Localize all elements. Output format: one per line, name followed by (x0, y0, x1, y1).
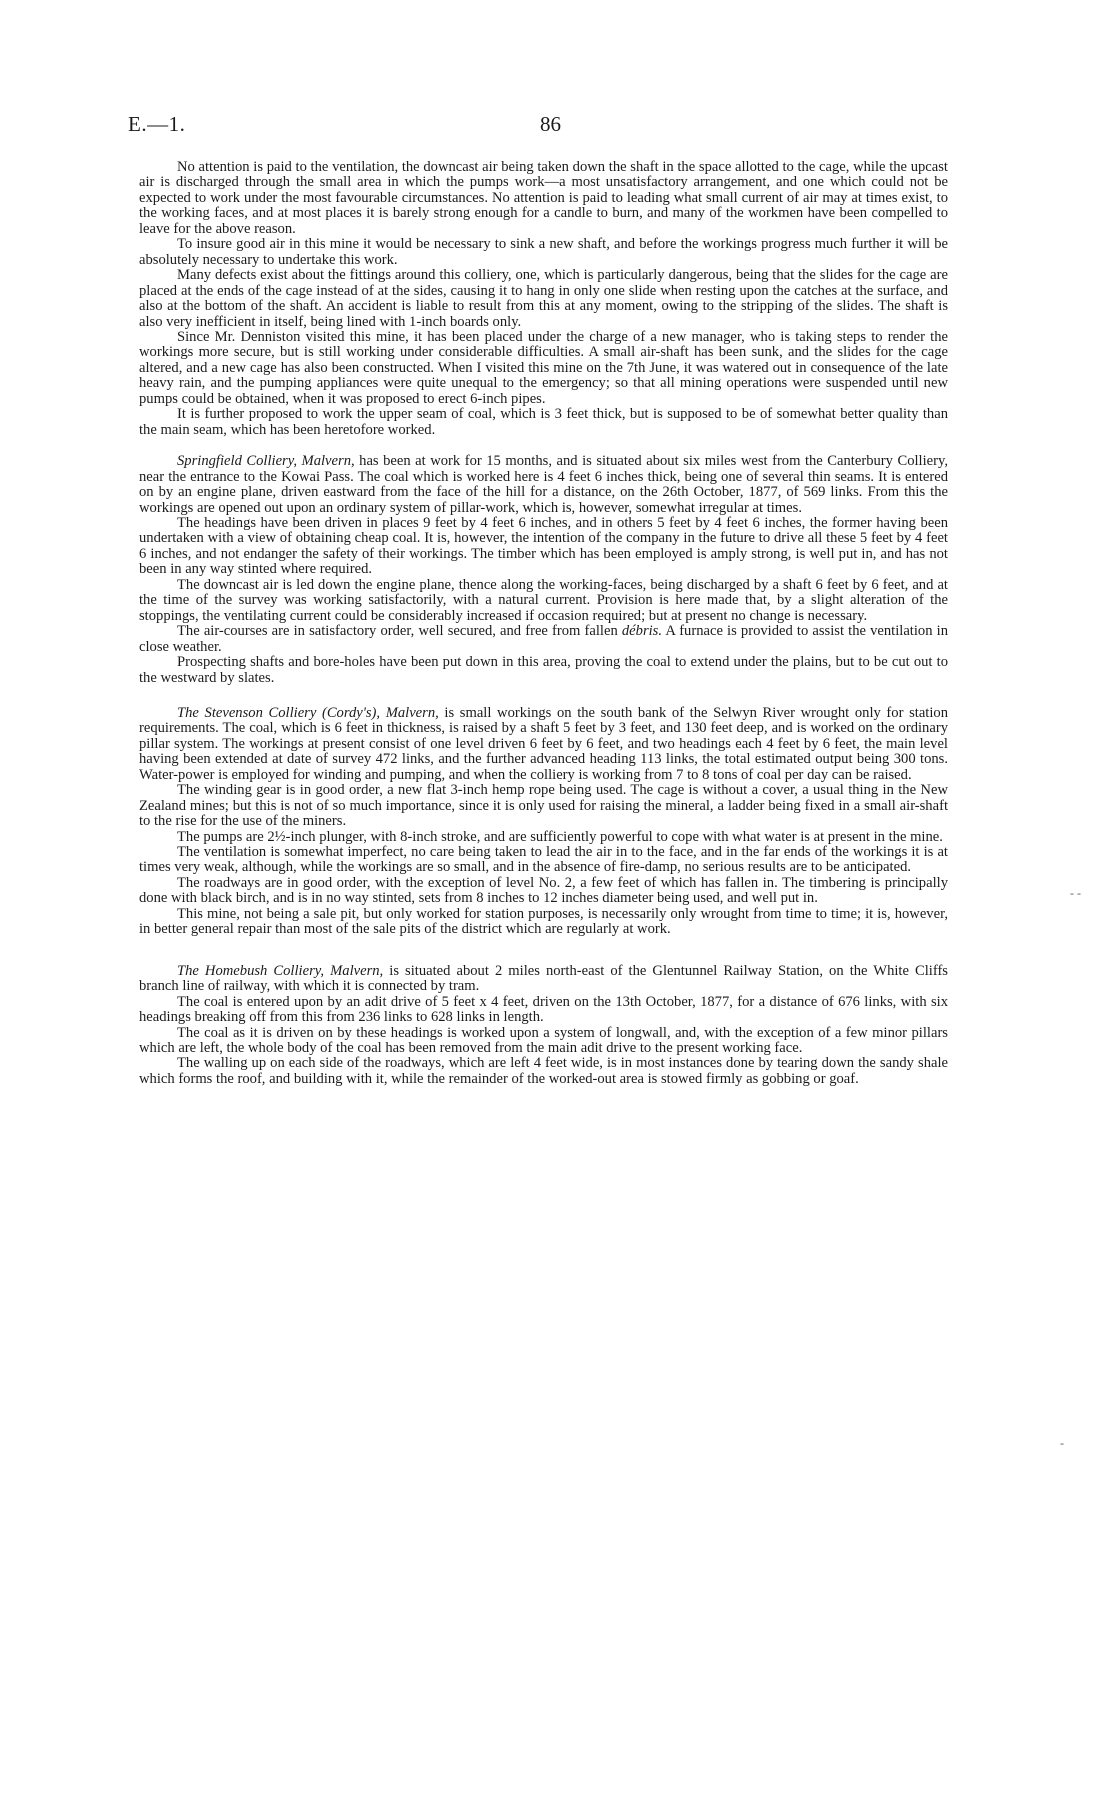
paragraph: The coal as it is driven on by these headings is worked upon a system of longwall, and, with the exception of a few minor pillars which are left, the whole body of the coal has been removed from the main adit drive to the present working face. (139, 1024, 948, 1057)
paragraph (139, 624, 948, 655)
paragraph: No attention is paid to the ventilation, the downcast air being taken down the shaft in the space allotted to the cage, while the upcast air is discharged through the small area in which the pumps work—a most unsatisfactory arrangement, and one which could not be expected to work under the most favourable circumstances. No attention is paid to leading what small current of air may at times exist, to the working faces, and at most places it is barely strong enough for a candle to burn, and many of the workmen have been compelled to leave for the above reason. (139, 159, 948, 237)
paragraph-text: A furnace is provided to assist the ventilation in close weather. (139, 623, 948, 655)
paragraph: The roadways are in good order, with the exception of level No. 2, a few feet of which has fallen in. The timbering is principally done with black birch, and is in no way stinted, sets from 8 inches to 12 inches diameter being used, and well put in. (139, 874, 948, 907)
section-title-homebush: The Homebush Colliery, Malvern, (177, 962, 384, 979)
paragraph: To insure good air in this mine it would be necessary to sink a new shaft, and before the workings progress much further it will be absolutely necessary to undertake this work. (139, 236, 948, 268)
section-title-stevenson: The Stevenson Colliery (Cordy's), Malvern, (177, 704, 439, 721)
paragraph: The winding gear is in good order, a new flat 3-inch hemp rope being used. The cage is without a cover, a usual thing in the New Zealand mines; but this is not of so much importance, since it is only used for raising the mineral, a ladder being fixed in a small air-shaft to the rise for the use of the miners. (139, 782, 948, 830)
paragraph: The coal is entered upon by an adit drive of 5 feet x 4 feet, driven on the 13th October, 1877, for a distance of 676 links, with six headings breaking off from this from 236 links to 628 links in length. (139, 993, 948, 1026)
paragraph-text: is small workings on the south bank of the Selwyn River wrought only for station requirements. The coal, which is 6 feet in thickness, is raised by a shaft 5 feet by 3 feet, and 130 feet deep, and is worked on the ordinary pillar system. The workings at present consist of one level driven 6 feet by 6 feet, and two headings each 4 feet by 6 feet, the main level having been extended at date of survey 472 links, and the further advanced heading 113 links, the total estimated output being 300 tons. Water-power is employed for winding and pumping, and when the colliery is working from 7 to 8 tons of coal per day can be raised. (139, 704, 948, 783)
paragraph: The ventilation is somewhat imperfect, no care being taken to lead the air in to the face, and in the far ends of the workings it is at times very weak, although, while the workings are so small, and in the absence of fire-damp, no serious results are to be anticipated. (139, 844, 948, 876)
paragraph: Since Mr. Denniston visited this mine, it has been placed under the charge of a new manager, who is taking steps to render the workings more secure, but is still working under considerable difficulties. A small air-shaft has been sunk, and the slides for the cage altered, and a new cage has also been constructed. When I visited this mine on the 7th June, it was watered out in consequence of the late heavy rain, and the pumping appliances were quite unequal to the emergency; so that all mining operations were suspended until new pumps could be obtained, when it was proposed to erect 6-inch pipes. (139, 328, 948, 407)
page-number: 86 (540, 112, 561, 136)
paragraph: The headings have been driven in places 9 feet by 4 feet 6 inches, and in others 5 feet by 4 feet 6 inches, the former having been undertaken with a view of obtaining cheap coal. It is, however, the intention of the company in the future to drive all these 5 feet by 4 feet 6 inches, and not endanger the safety of their workings. The timber which has been employed is amply strong, is well put in, and has not been in any way stinted where required. (139, 514, 948, 578)
paragraph-text: The air-courses are in satisfactory order, well secured, and free from fallen (177, 623, 622, 640)
paragraph: The downcast air is led down the engine plane, thence along the working-faces, being discharged by a shaft 6 feet by 6 feet, and at the time of the survey was working satisfactorily, with a natural current. Provision is here made that, by a slight alteration of the stoppings, the ventilating current could be considerably increased if occasion required; but at present no change is necessary. (139, 576, 948, 624)
margin-mark: - - (1070, 886, 1081, 900)
paragraph: The pumps are 2½-inch plunger, with 8-inch stroke, and are sufficiently powerful to cope with what water is at present in the mine. (177, 828, 943, 845)
body-text (139, 160, 948, 1087)
page-header (128, 112, 968, 144)
document-reference: E.—1. (128, 112, 186, 136)
paragraph: It is further proposed to work the upper seam of coal, which is 3 feet thick, but is supposed to be of somewhat better quality than the main seam, which has been heretofore worked. (139, 406, 948, 438)
paragraph: The walling up on each side of the roadways, which are left 4 feet wide, is in most instances done by tearing down the sandy shale which forms the roof, and building with it, while the remainder of the worked-out area is stowed firmly as gobbing or goaf. (139, 1055, 948, 1087)
paragraph: This mine, not being a sale pit, but only worked for station purposes, is necessarily only wrought from time to time; it is, however, in better general repair than most of the sale pits of the district which are regularly at work. (139, 905, 948, 938)
margin-mark: - (1060, 1436, 1064, 1450)
italic-term: débris. (621, 623, 663, 640)
section-title-springfield: Springfield Colliery, Malvern, (177, 453, 355, 470)
paragraph-text: is situated about 2 miles north-east of the Glentunnel Railway Station, on the White Cliffs branch line of railway, with which it is connected by tram. (139, 962, 948, 995)
section-first-paragraph (139, 454, 948, 516)
section-first-paragraph (139, 706, 948, 783)
paragraph-text: has been at work for 15 months, and is situated about six miles west from the Canterbury Colliery, near the entrance to the Kowai Pass. The coal which is worked here is 4 feet 6 inches thick, being one of several thin seams. It is entered on by an engine plane, driven eastward from the face of the hill for a distance, on the 26th October, 1877, of 569 links. From this the workings are opened out upon an ordinary system of pillar-work, which is, however, somewhat irregular at times. (139, 453, 948, 516)
paragraph: Prospecting shafts and bore-holes have been put down in this area, proving the coal to extend under the plains, but to be cut out to the westward by slates. (139, 654, 948, 686)
paragraph: Many defects exist about the fittings around this colliery, one, which is particularly dangerous, being that the slides for the cage are placed at the ends of the cage instead of at the sides, causing it to hang in only one slide when resting upon the catches at the surface, and also at the bottom of the shaft. An accident is liable to result from this at any moment, owing to the stripping of the slides. The shaft is also very inefficient in itself, being lined with 1-inch boards only. (139, 267, 948, 330)
section-first-paragraph (139, 964, 948, 995)
